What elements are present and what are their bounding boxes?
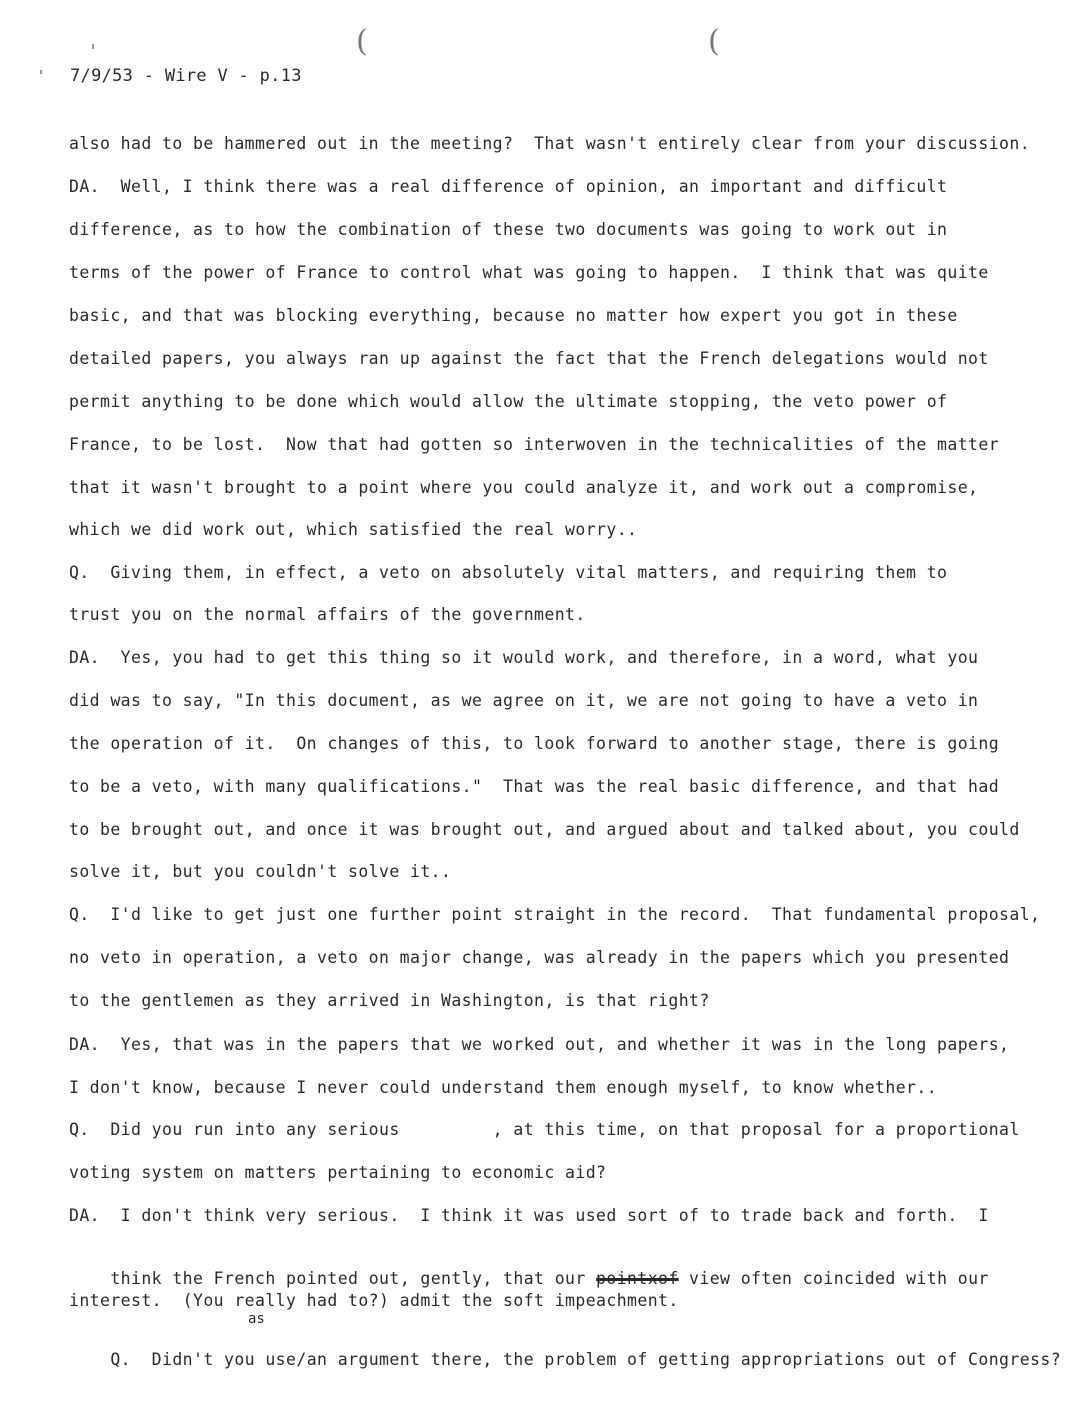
transcript-line: I don't know, because I never could understand them enough myself, to know whether.. [69,1078,938,1097]
transcript-line: detailed papers, you always ran up against the fact that the French delegations would not [69,349,989,368]
transcript-line: Q. I'd like to get just one further point straight in the record. That fundamental proposal, [69,905,1041,924]
page-header: 7/9/53 - Wire V - p.13 [70,66,302,86]
transcript-line: DA. Yes, that was in the papers that we worked out, and whether it was in the long papers, [69,1035,1010,1054]
transcript-line: France, to be lost. Now that had gotten so interwoven in the technicalities of the matter [69,435,1000,454]
transcript-line: to be a veto, with many qualifications." That was the real basic difference, and that had [69,777,1000,796]
line-text: view often coincided with our [678,1269,989,1288]
transcript-line: permit anything to be done which would allow the ultimate stopping, the veto power of [69,392,948,411]
line-text: think the French pointed out, gently, that our [110,1269,597,1288]
transcript-line: interest. (You really had to?) admit the soft impeachment. [69,1291,679,1310]
line-text: /an argument there, the problem of getting appropriations out of Congress? [296,1350,1062,1369]
transcript-line: the operation of it. On changes of this, to look forward to another stage, there is going [69,734,1000,753]
transcript-line: difference, as to how the combination of these two documents was going to work out in [69,220,948,239]
transcript-line: DA. Yes, you had to get this thing so it would work, and therefore, in a word, what you [69,648,979,667]
transcript-line: basic, and that was blocking everything, because no matter how expert you got in these [69,306,958,325]
handwritten-insertion: as [248,1311,265,1327]
transcript-line: solve it, but you couldn't solve it.. [69,862,452,881]
transcript-line: to the gentlemen as they arrived in Washington, is that right? [69,991,710,1010]
transcript-line: that it wasn't brought to a point where you could analyze it, and work out a compromise, [69,478,979,497]
transcript-line [69,1330,1061,1390]
transcript-line: which we did work out, which satisfied the real worry.. [69,520,638,539]
transcript-line: to be brought out, and once it was brought out, and argued about and talked about, you could [69,820,1020,839]
transcript-line: trust you on the normal affairs of the government. [69,605,586,624]
struck-out-text: pointxof [596,1269,679,1288]
margin-speck [40,70,42,74]
transcript-line: did was to say, "In this document, as we agree on it, we are not going to have a veto in [69,691,979,710]
transcript-line: Q. Giving them, in effect, a veto on absolutely vital matters, and requiring them to [69,563,948,582]
margin-speck [92,44,94,49]
margin-mark-right: ( [708,24,720,59]
transcript-line: Q. Did you run into any serious , at this time, on that proposal for a proportional [69,1120,1020,1139]
margin-mark-left: ( [356,24,368,59]
transcript-line: DA. Well, I think there was a real difference of opinion, an important and difficult [69,177,948,196]
transcript-line: no veto in operation, a veto on major change, was already in the papers which you presented [69,948,1010,967]
transcript-line: also had to be hammered out in the meeting? That wasn't entirely clear from your discussion. [69,134,1031,153]
transcript-line: voting system on matters pertaining to economic aid? [69,1163,607,1182]
transcript-line: DA. I don't think very serious. I think it was used sort of to trade back and forth. I [69,1206,989,1225]
line-text: Q. Didn't you use [110,1350,297,1369]
transcript-line: terms of the power of France to control what was going to happen. I think that was quite [69,263,989,282]
